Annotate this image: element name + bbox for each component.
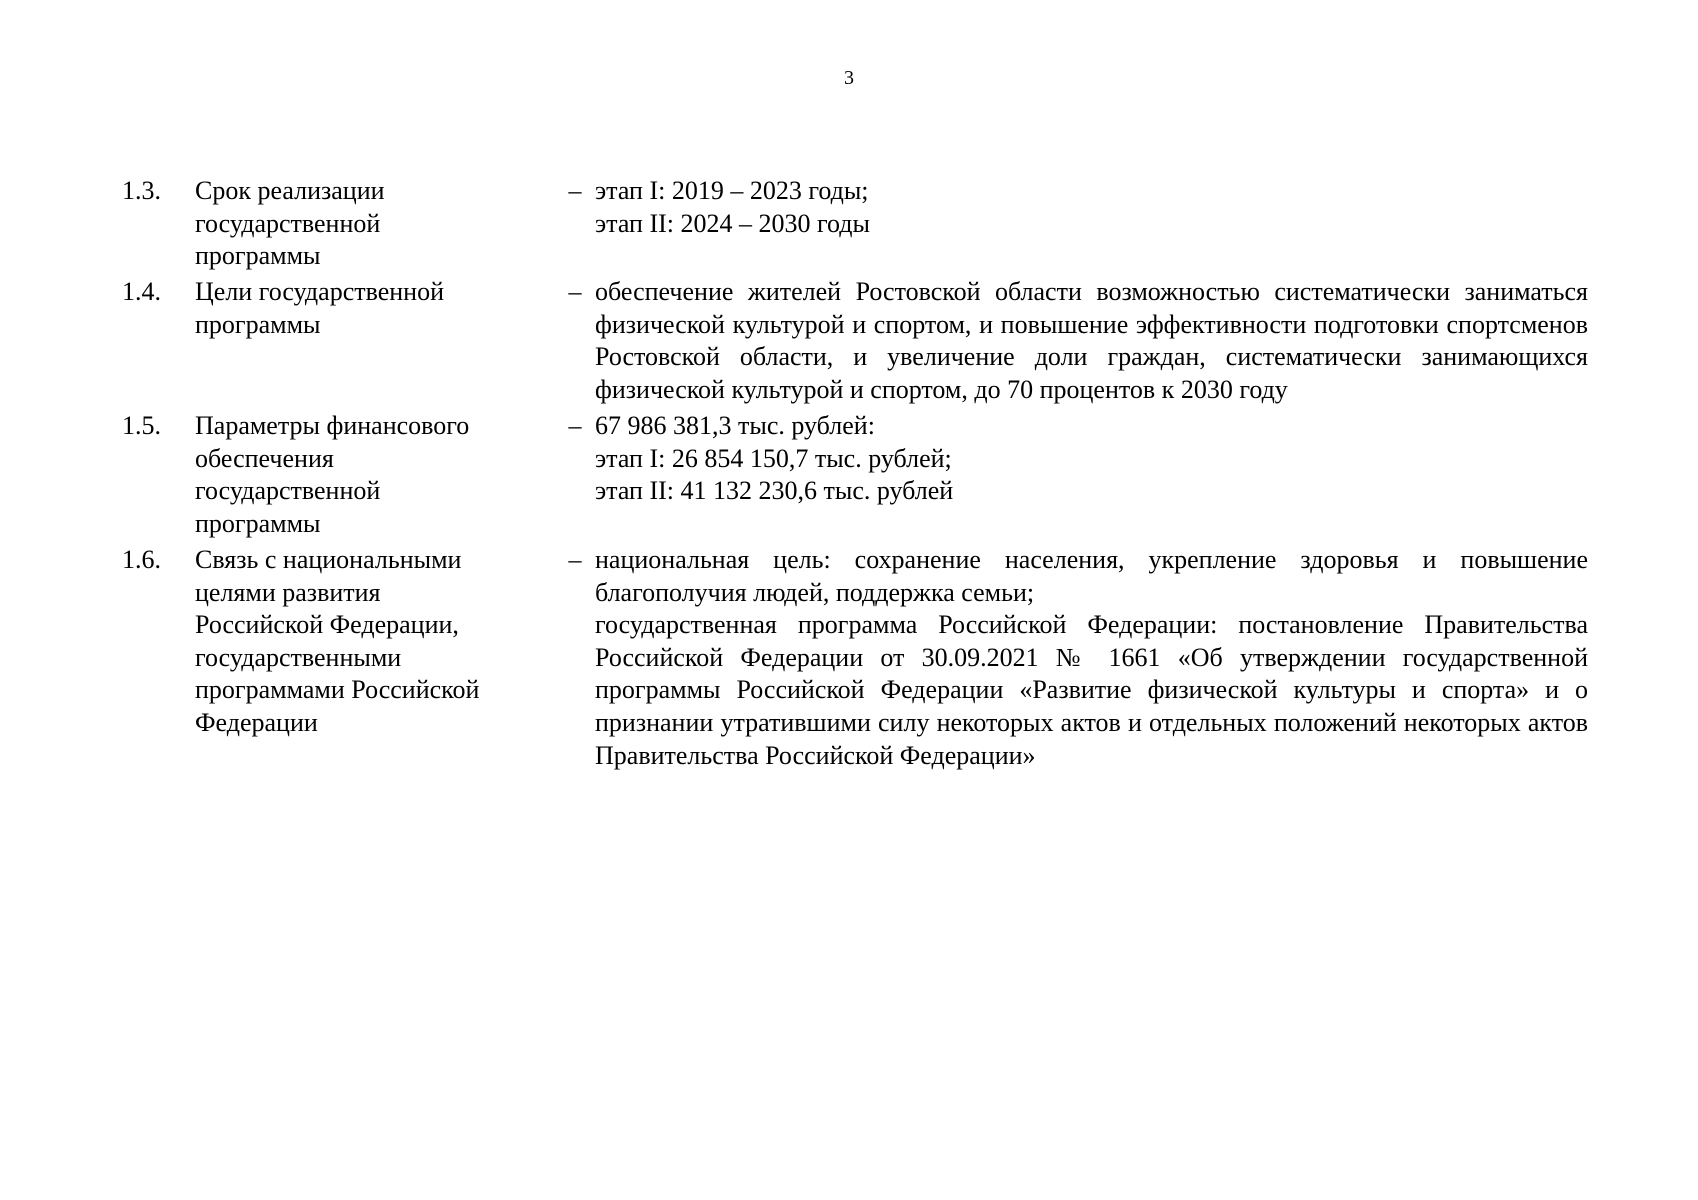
section-dash: – [568,545,582,575]
section-number: 1.4. [122,277,161,307]
section-label-line: Срок реализации [195,176,385,205]
section-row-program-goals [122,276,1588,410]
section-value-paragraph: этап I: 26 854 150,7 тыс. рублей; [595,443,952,473]
section-label-line: Параметры финансового [195,411,470,441]
section-label-line: государственной [195,208,381,238]
section-dash: – [568,411,582,441]
section-number: 1.3. [122,176,161,205]
section-label-line: обеспечения [195,443,334,473]
section-value-paragraph: 67 986 381,3 тыс. рублей: [595,411,875,441]
section-value-paragraph: этап I: 2019 – 2023 годы; [595,176,869,205]
section-number: 1.6. [122,545,161,575]
section-label [195,410,555,544]
section-label-line: Цели государственной [195,277,445,307]
section-value [595,544,1588,776]
section-value-paragraph: этап II: 2024 – 2030 годы [595,208,870,238]
section-label-line: Федерации [195,708,318,737]
section-dash: – [568,277,582,307]
section-label-line: государственными [195,642,402,672]
section-label-line: программы [195,309,321,339]
section-label [195,544,555,776]
section-value [595,175,1588,276]
section-value-paragraph: национальная цель: сохранение населения, укрепление здоровья и повышение благополучия людей, поддержка семьи; [595,545,1588,607]
program-passport-table [122,175,1588,776]
section-label [195,276,555,410]
section-value-paragraph: обеспечение жителей Ростовской области возможностью систематически заниматься физической культурой и спортом, и повышение эффективности подготовки спортсменов Ростовской области, и увеличение доли граждан, систематически занимающихся физической культурой и спортом, до 70 процентов к 2030 году [595,277,1588,405]
section-row-financing [122,410,1588,544]
section-row-national-goals-link [122,544,1588,776]
section-value-paragraph: государственная программа Российской Федерации: постановление Правительства Российской Федерации от 30.09.2021 № 1661 «Об утверждении государственной программы Российской Федерации «Развитие физической культуры и спорта» и о признании утратившими силу некоторых актов и отдельных положений некоторых актов Правительства Российской Федерации» [595,610,1588,770]
section-dash: – [568,176,582,205]
section-label-line: программами Российской [195,675,480,705]
section-label-line: Российской Федерации, [195,610,459,640]
section-value [595,410,1588,544]
section-row-implementation-period [122,175,1588,276]
section-label-line: государственной [195,476,381,506]
page-number: 3 [844,67,854,89]
section-value [595,276,1588,410]
section-label-line: программы [195,508,321,538]
section-value-paragraph: этап II: 41 132 230,6 тыс. рублей [595,476,954,506]
section-label-line: программы [195,241,321,271]
section-number: 1.5. [122,411,161,441]
section-label-line: целями развития [195,577,381,607]
section-label-line: Связь с национальными [195,545,462,575]
section-label [195,175,555,276]
